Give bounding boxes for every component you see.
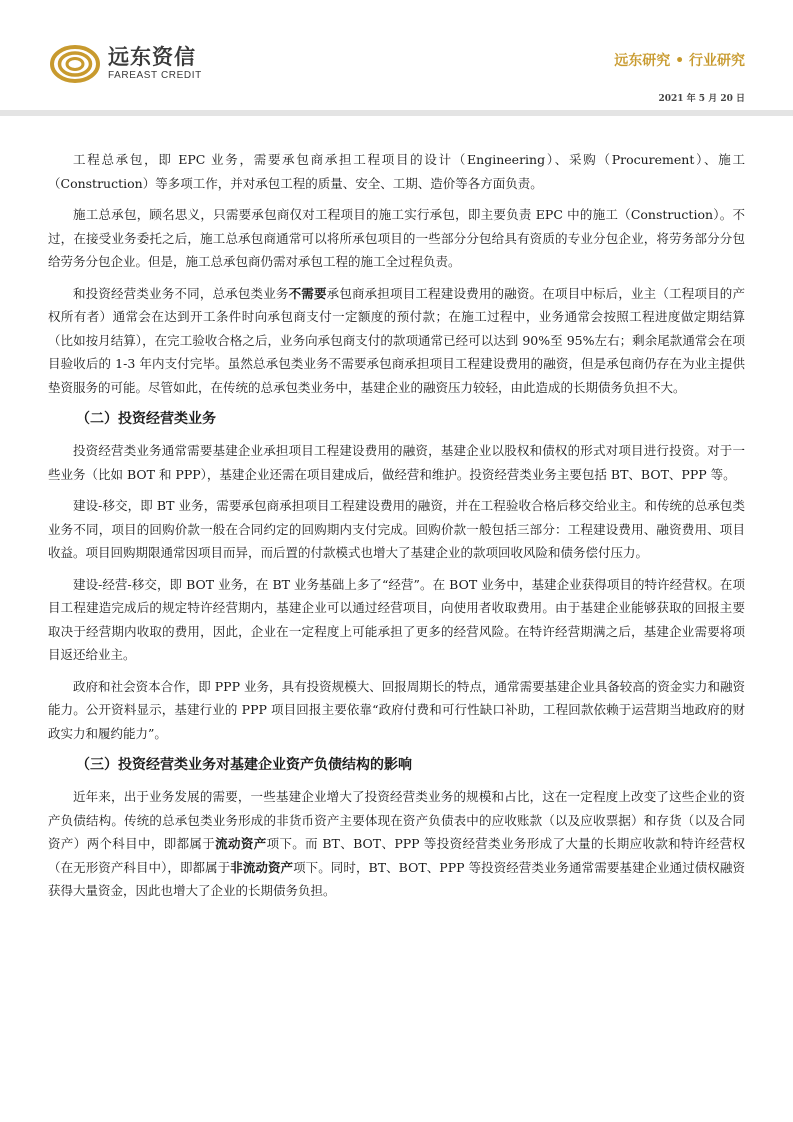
emphasis-non-current-assets: 非流动资产 [230,859,294,875]
logo-name-en: FAREAST CREDIT [108,70,202,81]
text-run: 承包商承担项目工程建设费用的融资。在项目中标后，业主（工程项目的产权所有者）通常会在达到开工条件时向承包商支付一定额度的预付款；在施工过程中，业务通常会按照工程进度做定期结算（比如按月结算），在完工验收合格之后，业务向承包商支付的款项通常已经可以达到 90%至 95%左右；剩余尾款通常会在项目验收后的 1-3 年内支付完毕。虽然总承包类业务不需要承包商承担项目工程建设费用的融资，但是承包商仍存在为业主提供垫资服务的可能。尽管如此，在传统的总承包类业务中，基建企业的融资压力较轻，由此造成的长期债务负担不大。 [48,285,745,395]
header-divider [0,110,793,116]
section-heading-investment-business: （二）投资经营类业务 [76,411,216,427]
paragraph-ppp: 政府和社会资本合作，即 PPP 业务，具有投资规模大、回报周期长的特点，通常需要基建企业具备较高的资金实力和融资能力。公开资料显示，基建行业的 PPP 项目回报主要依靠“政府付费和可行性缺口补助，工程回款依赖于运营期当地政府的财政实力和履约能力”。 [48,678,745,741]
paragraph-balance-sheet [48,785,745,903]
text-run: 近年来，出于业务发展的需要，一些基建企业增大了投资经营类业务的规模和占比，这在一定程度上改变了这些企业的资产负债结构。传统的总承包类业务形成的非货币资产主要体现在资产负债表中的应收账款（以及应收票据）和存货（以及合同资产）两个科目中，即都属于 [48,789,745,851]
report-date: 2021 年 5 月 20 日 [658,94,745,104]
paragraph-bot: 建设-经营-移交，即 BOT 业务，在 BT 业务基础上多了“经营”。在 BOT 业务中，基建企业获得项目的特许经营权。在项目工程建造完成后的规定特许经营期内，基建企业可以通过经营项目，向使用者收取费用。由于基建企业能够获取的回报主要取决于经营期内收取的费用，因此，企业在一定程度上可能承担了更多的经营风险。在特许经营期满之后，基建企业需要将项目返还给业主。 [48,576,745,662]
paragraph-epc: 工程总承包，即 EPC 业务，需要承包商承担工程项目的设计（Engineering）、采购（Procurement）、施工（Construction）等多项工作，并对承包工程的质量、安全、工期、造价等各方面负责。 [48,152,745,191]
logo-mark-icon [50,44,100,84]
page-header [0,0,793,110]
paragraph-investment-overview: 投资经营类业务通常需要基建企业承担项目工程建设费用的融资，基建企业以股权和债权的形式对项目进行投资。对于一些业务（比如 BOT 和 PPP），基建企业还需在项目建成后，做经营和维护。投资经营类业务主要包括 BT、BOT、PPP 等。 [48,443,745,482]
company-logo [50,44,202,84]
paragraph-construction-contract: 施工总承包，顾名思义，只需要承包商仅对工程项目的施工实行承包，即主要负责 EPC 中的施工（Construction）。不过，在接受业务委托之后，施工总承包商通常可以将所承包项目的一些部分分包给具有资质的专业分包企业，将劳务部分分包给劳务分包企业。但是，施工总承包商仍需对承包工程的施工全过程负责。 [48,207,745,269]
logo-name-cn: 远东资信 [108,45,196,69]
text-run: 和投资经营类业务不同，总承包类业务 [73,285,289,301]
report-body [48,148,745,911]
paragraph-general-contract-financing [48,282,745,400]
research-series-label: 远东研究 • 行业研究 [614,53,745,69]
section-heading-balance-sheet-impact: （三）投资经营类业务对基建企业资产负债结构的影响 [76,757,412,773]
text-run: 项下。而 BT、BOT、PPP 等投资经营类业务形成了大量的长期应收款和特许经营权（在无形资产科目中），即都属于 [48,836,745,875]
emphasis-current-assets: 流动资产 [215,836,267,851]
paragraph-bt: 建设-移交，即 BT 业务，需要承包商承担项目工程建设费用的融资，并在工程验收合格后移交给业主。和传统的总承包类业务不同，项目的回购价款一般在合同约定的回购期内支付完成。回购价款一般包括三部分：工程建设费用、融资费用、项目收益。项目回购期限通常因项目而异，而后置的付款模式也增大了基建企业的款项回收风险和债务偿付压力。 [48,498,745,560]
emphasis-no-need: 不需要 [288,285,327,301]
text-run: 项下。同时，BT、BOT、PPP 等投资经营类业务通常需要基建企业通过债权融资获得大量资金，因此也增大了企业的长期债务负担。 [48,859,745,898]
